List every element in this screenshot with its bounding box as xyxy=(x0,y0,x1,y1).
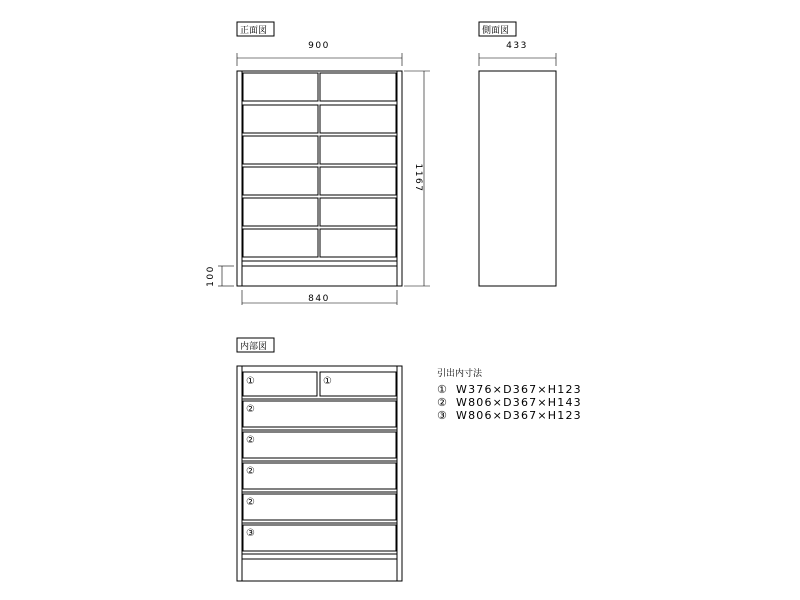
drawer-front xyxy=(243,198,318,226)
drawer-front xyxy=(243,136,318,164)
base-dimension: 100 xyxy=(206,265,216,287)
drawer-marker: ② xyxy=(246,404,255,415)
side-view xyxy=(479,22,556,286)
drawer-front xyxy=(320,167,396,195)
cabinet-interior-outline xyxy=(237,366,402,581)
spec-marker: ③ xyxy=(437,409,449,422)
front-drawers xyxy=(243,73,396,257)
drawer-front xyxy=(320,136,396,164)
spec-size: W806×D367×H143 xyxy=(456,396,582,409)
interior-drawer-2 xyxy=(243,494,396,520)
interior-drawer-2 xyxy=(243,432,396,458)
drawer-marker: ① xyxy=(323,376,332,387)
drawer-marker: ② xyxy=(246,466,255,477)
height-dimension: 1167 xyxy=(413,163,423,193)
drawer-marker: ② xyxy=(246,435,255,446)
spec-marker: ① xyxy=(437,383,449,396)
drawer-marker: ③ xyxy=(246,528,255,539)
interior-drawer-2 xyxy=(243,401,396,427)
drawer-specs xyxy=(437,367,582,422)
drawer-front xyxy=(243,229,318,257)
spec-marker: ② xyxy=(437,396,449,409)
drawer-front xyxy=(320,198,396,226)
front-view xyxy=(206,22,430,305)
interior-view xyxy=(237,338,402,581)
front-view-title: 正面図 xyxy=(240,26,268,36)
interior-drawer-3 xyxy=(243,525,396,551)
width-dimension: 900 xyxy=(308,41,330,51)
spec-size: W376×D367×H123 xyxy=(456,383,582,396)
cabinet-side-outline xyxy=(479,71,556,286)
spec-size: W806×D367×H123 xyxy=(456,409,582,422)
depth-dimension: 433 xyxy=(506,41,528,51)
drawer-front xyxy=(243,73,318,101)
side-view-title: 側面図 xyxy=(482,26,510,36)
drawer-marker: ② xyxy=(246,497,255,508)
drawer-marker: ① xyxy=(246,376,255,387)
drawer-front xyxy=(320,105,396,133)
drawer-specs-heading: 引出内寸法 xyxy=(437,369,483,379)
inner-width-dimension: 840 xyxy=(308,294,330,304)
drawer-front xyxy=(243,105,318,133)
interior-drawer-2 xyxy=(243,463,396,489)
drawer-front xyxy=(320,229,396,257)
drawer-front xyxy=(243,167,318,195)
drawer-front xyxy=(320,73,396,101)
interior-view-title: 内部図 xyxy=(240,342,268,352)
